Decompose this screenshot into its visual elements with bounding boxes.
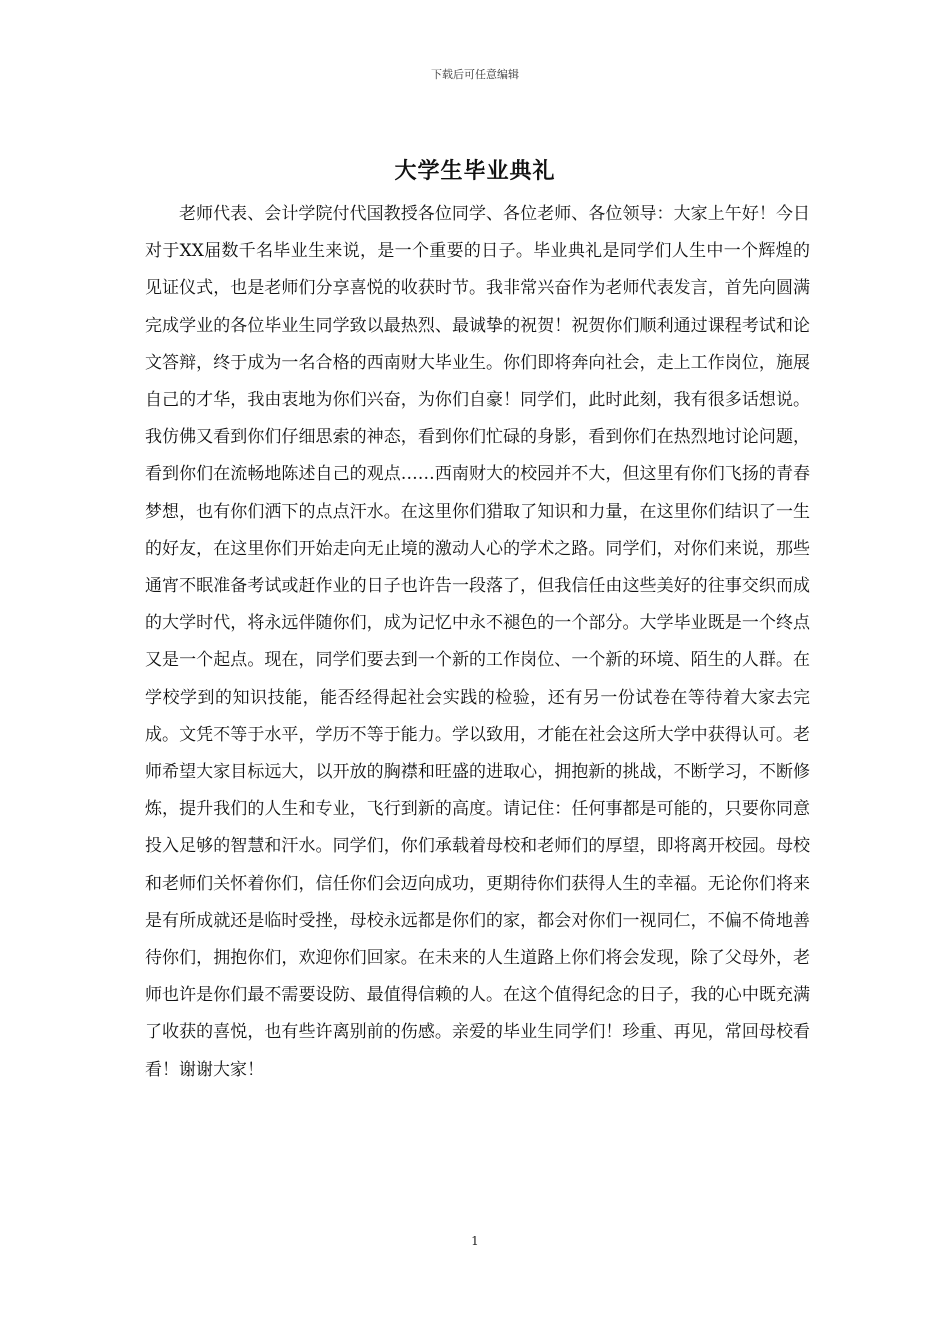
- document-title: 大学生毕业典礼: [394, 158, 556, 184]
- page-number: 1: [471, 1234, 479, 1248]
- document-body: 老师代表、会计学院付代国教授各位同学、各位老师、各位领导：大家上午好！今日对于XX届数千名毕业生来说，是一个重要的日子。毕业典礼是同学们人生中一个辉煌的见证仪式，也是老师们分享喜悦的收获时节。我非常兴奋作为老师代表发言，首先向圆满完成学业的各位毕业生同学致以最热烈、最诚挚的祝贺！祝贺你们顺利通过课程考试和论文答辩，终于成为一名合格的西南财大毕业生。你们即将奔向社会，走上工作岗位，施展自己的才华，我由衷地为你们兴奋，为你们自豪！同学们，此时此刻，我有很多话想说。我仿佛又看到你们仔细思索的神态，看到你们忙碌的身影，看到你们在热烈地讨论问题，看到你们在流畅地陈述自己的观点……西南财大的校园并不大，但这里有你们飞扬的青春梦想，也有你们洒下的点点汗水。在这里你们猎取了知识和力量，在这里你们结识了一生的好友，在这里你们开始走向无止境的激动人心的学术之路。同学们，对你们来说，那些通宵不眠准备考试或赶作业的日子也许告一段落了，但我信任由这些美好的往事交织而成的大学时代，将永远伴随你们，成为记忆中永不褪色的一个部分。大学毕业既是一个终点又是一个起点。现在，同学们要去到一个新的工作岗位、一个新的环境、陌生的人群。在学校学到的知识技能，能否经得起社会实践的检验，还有另一份试卷在等待着大家去完成。文凭不等于水平，学历不等于能力。学以致用，才能在社会这所大学中获得认可。老师希望大家目标远大，以开放的胸襟和旺盛的进取心，拥抱新的挑战，不断学习，不断修炼，提升我们的人生和专业，飞行到新的高度。请记住：任何事都是可能的，只要你同意投入足够的智慧和汗水。同学们，你们承载着母校和老师们的厚望，即将离开校园。母校和老师们关怀着你们，信任你们会迈向成功，更期待你们获得人生的幸福。无论你们将来是有所成就还是临时受挫，母校永远都是你们的家，都会对你们一视同仁，不偏不倚地善待你们，拥抱你们，欢迎你们回家。在未来的人生道路上你们将会发现，除了父母外，老师也许是你们最不需要设防、最值得信赖的人。在这个值得纪念的日子，我的心中既充满了收获的喜悦，也有些许离别前的伤感。亲爱的毕业生同学们！珍重、再见，常回母校看看！谢谢大家！: [145, 204, 810, 1080]
- header-note: 下载后可任意编辑: [431, 68, 519, 81]
